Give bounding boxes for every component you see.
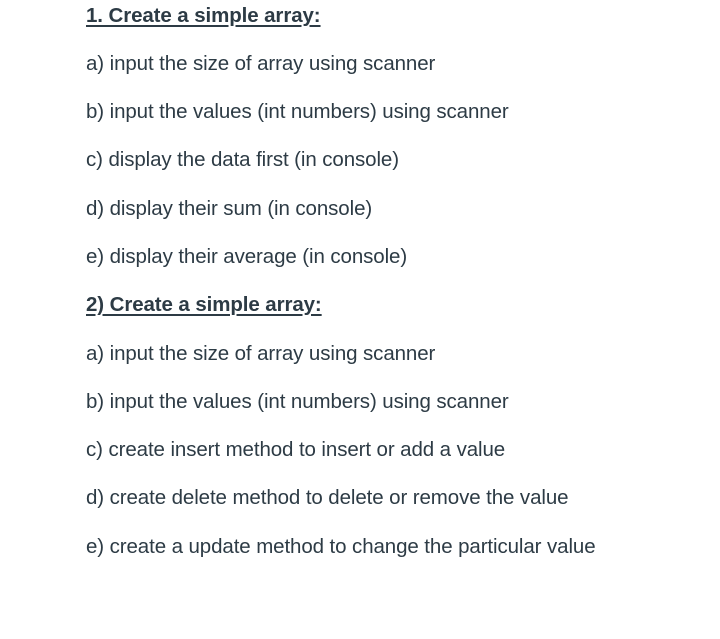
section-1-item-a: a) input the size of array using scanner bbox=[86, 52, 436, 75]
section-2-item-c: c) create insert method to insert or add a value bbox=[86, 438, 506, 461]
section-2-item-a: a) input the size of array using scanner bbox=[86, 342, 436, 365]
section-2-item-e: e) create a update method to change the particular value bbox=[86, 535, 596, 558]
section-2-heading: 2) Create a simple array: bbox=[86, 293, 322, 316]
section-1-item-e: e) display their average (in console) bbox=[86, 245, 408, 268]
section-1-item-c: c) display the data first (in console) bbox=[86, 148, 399, 171]
section-1-heading: 1. Create a simple array: bbox=[86, 4, 321, 27]
section-1-item-b: b) input the values (int numbers) using scanner bbox=[86, 100, 509, 123]
section-2-item-b: b) input the values (int numbers) using scanner bbox=[86, 390, 509, 413]
section-1-item-d: d) display their sum (in console) bbox=[86, 197, 373, 220]
section-2-item-d: d) create delete method to delete or remove the value bbox=[86, 486, 569, 509]
